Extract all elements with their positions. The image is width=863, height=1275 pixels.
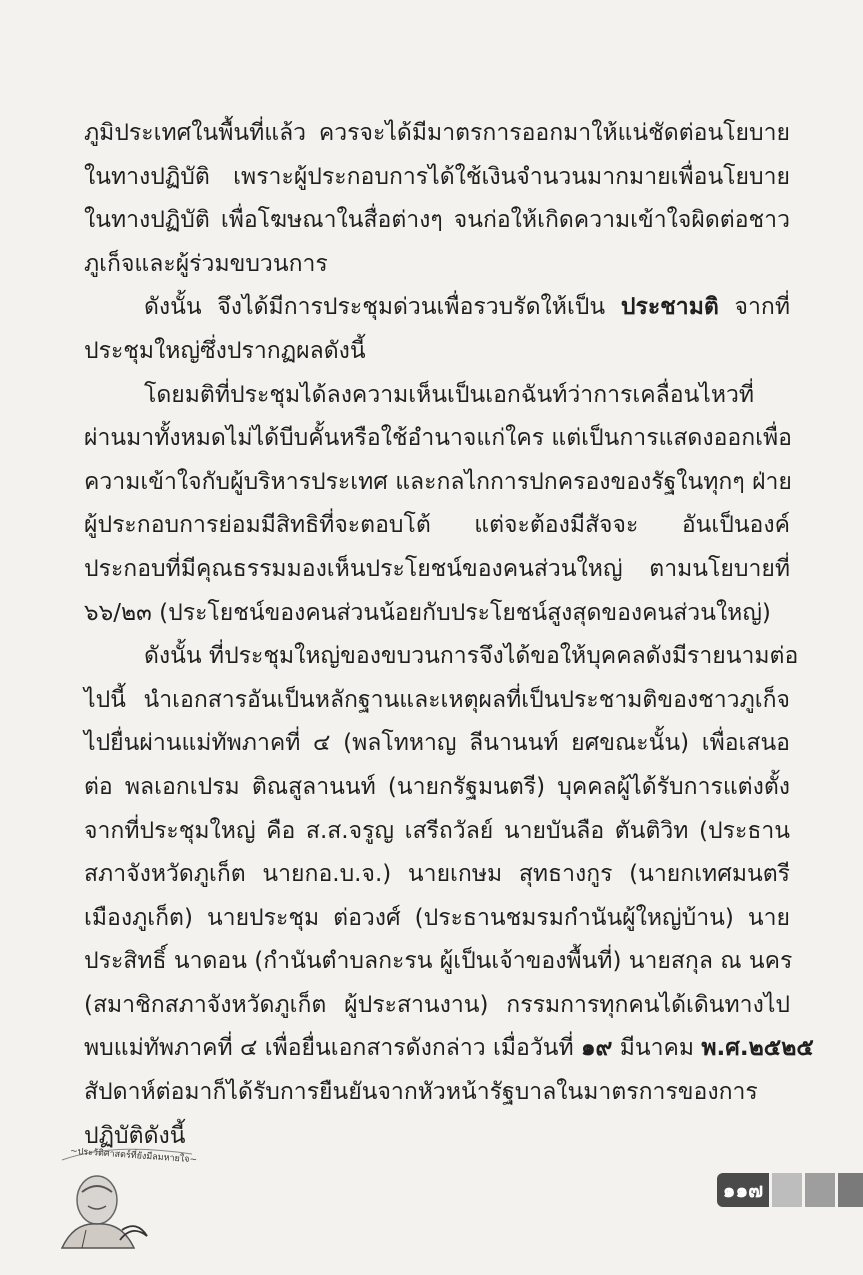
text-line: สัปดาห์ต่อมาก็ได้รับการยืนยันจากหัวหน้ารัฐบาลในมาตรการของการ: [84, 1079, 758, 1106]
text-line: ภูเก็จและผู้ร่วมขบวนการ: [84, 250, 328, 277]
decor-square: [772, 1173, 802, 1207]
text-span: มีนาคม: [619, 1035, 695, 1062]
text-line: [84, 286, 790, 330]
text-line: จากที่ประชุมใหญ่ คือ ส.ส.จรูญ เสรีถวัลย์ นายบันลือ ตันติวิท (ประธาน: [84, 817, 790, 844]
text-line: ไปนี้ นำเอกสารอันเป็นหลักฐานและเหตุผลที่เป็นประชามติของชาวภูเก็จ: [84, 686, 790, 713]
body-text: [84, 112, 814, 1158]
text-line: ในทางปฏิบัติ เพราะผู้ประกอบการได้ใช้เงินจำนวนมากมายเพื่อนโยบาย: [84, 163, 790, 190]
text-line: ผ่านมาทั้งหมดไม่ได้บีบคั้นหรือใช้อำนาจแก่ใคร แต่เป็นการแสดงออกเพื่อ: [84, 425, 792, 452]
decor-square: [805, 1173, 835, 1207]
text-line: ประกอบที่มีคุณธรรมมองเห็นประโยชน์ของคนส่วนใหญ่ ตามนโยบายที่: [84, 555, 790, 582]
text-line: ความเข้าใจกับผู้บริหารประเทศ และกลไกการปกครองของรัฐในทุกๆ ฝ่าย: [84, 468, 792, 495]
bold-date: ๑๙: [580, 1035, 613, 1062]
text-line: ภูมิประเทศในพื้นที่แล้ว ควรจะได้มีมาตรการออกมาให้แน่ชัดต่อนโยบาย: [84, 120, 790, 146]
text-line: ผู้ประกอบการย่อมมีสิทธิที่จะตอบโต้ แต่จะต้องมีสัจจะ อันเป็นองค์: [84, 512, 790, 539]
text-span: พบแม่ทัพภาคที่ ๔ เพื่อยื่นเอกสารดังกล่าว เมื่อวันที่: [84, 1035, 574, 1062]
text-line: ในทางปฏิบัติ เพื่อโฆษณาในสื่อต่างๆ จนก่อให้เกิดความเข้าใจผิดต่อชาว: [84, 207, 790, 234]
text-line: เมืองภูเก็ต) นายประชุม ต่อวงศ์ (ประธานชมรมกำนันผู้ใหญ่บ้าน) นาย: [84, 904, 790, 931]
text-line: (สมาชิกสภาจังหวัดภูเก็ต ผู้ประสานงาน) กรรมการทุกคนได้เดินทางไป: [84, 991, 790, 1018]
text-line: ปฏิบัติดังนี้: [84, 1122, 186, 1149]
text-span: ดังนั้น จึงได้มีการประชุมด่วนเพื่อรวบรัดให้เป็น: [144, 294, 606, 321]
decor-square: [838, 1173, 863, 1207]
text-line: สภาจังหวัดภูเก็ต นายกอ.บ.จ.) นายเกษม สุทธางกูร (นายกเทศมนตรี: [84, 861, 790, 888]
text-line: ต่อ พลเอกเปรม ติณสูลานนท์ (นายกรัฐมนตรี) บุคคลผู้ได้รับการแต่งตั้ง: [84, 773, 790, 800]
text-line: ดังนั้น ที่ประชุมใหญ่ของขบวนการจึงได้ขอให้บุคคลดังมีรายนามต่อ: [144, 643, 799, 670]
page-number: ๑๑๗: [717, 1173, 769, 1207]
bold-term: ประชามติ: [620, 294, 719, 321]
text-line: โดยมติที่ประชุมได้ลงความเห็นเป็นเอกฉันท์ว่าการเคลื่อนไหวที่: [144, 381, 755, 408]
text-line: ประสิทธิ์ นาดอน (กำนันตำบลกะรน ผู้เป็นเจ้าของพื้นที่) นายสกุล ณ นคร: [84, 948, 793, 975]
logo-caption: ~ประวัติศาสตร์ที่ยังมีลมหายใจ~: [69, 1146, 198, 1166]
text-line: [84, 1027, 814, 1071]
text-line: ไปยื่นผ่านแม่ทัพภาคที่ ๔ (พลโทหาญ ลีนานนท์ ยศขณะนั้น) เพื่อเสนอ: [84, 730, 790, 757]
text-span: จากที่: [734, 294, 791, 321]
text-line: ๖๖/๒๓ (ประโยชน์ของคนส่วนน้อยกับประโยชน์สูงสุดของคนส่วนใหญ่): [84, 599, 771, 626]
text-line: ประชุมใหญ่ซึ่งปรากฏผลดังนี้: [84, 337, 366, 364]
page-number-bar: [717, 1173, 863, 1207]
bold-year: พ.ศ.๒๕๒๕: [701, 1035, 814, 1062]
